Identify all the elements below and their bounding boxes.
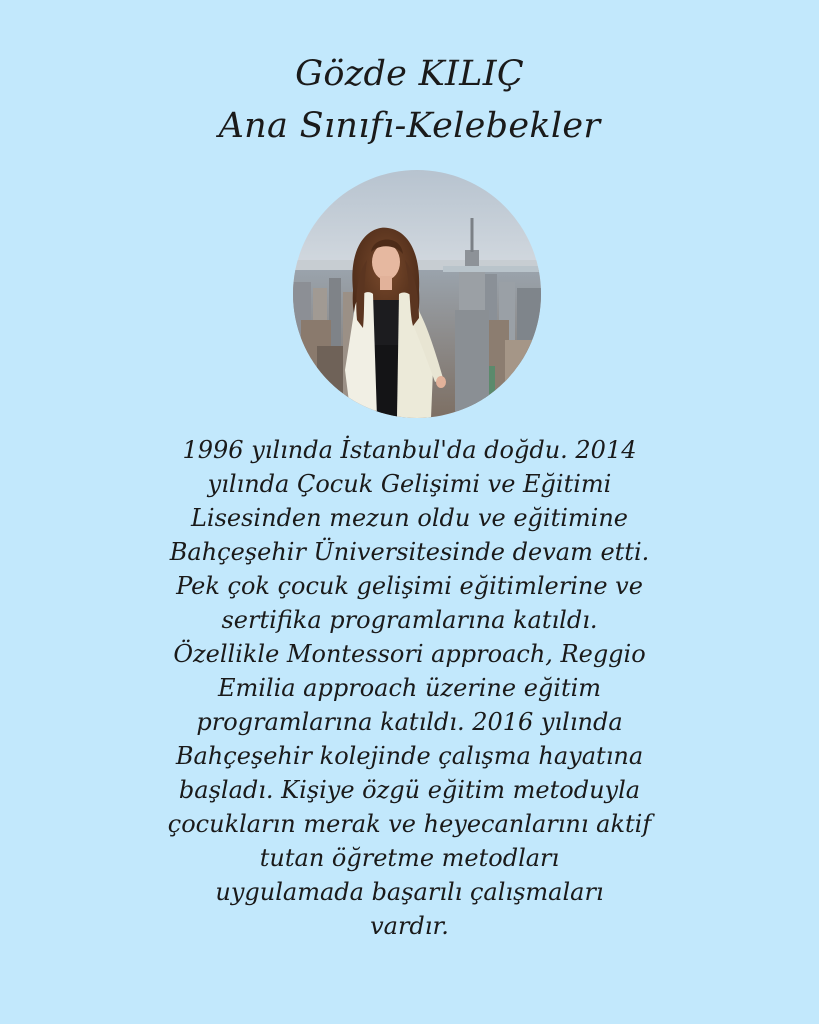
header	[0, 48, 819, 152]
bio-line: uygulamada başarılı çalışmaları	[215, 878, 604, 906]
class-name: Ana Sınıfı-Kelebekler	[218, 106, 601, 146]
profile-photo	[293, 170, 541, 418]
bio-line: programlarına katıldı. 2016 yılında	[196, 708, 623, 736]
bio-line: Özellikle Montessori approach, Reggio	[173, 640, 646, 668]
bio-line: Pek çok çocuk gelişimi eğitimlerine ve	[176, 572, 643, 600]
bio-line: Lisesinden mezun oldu ve eğitimine	[190, 504, 628, 532]
bio-line: başladı. Kişiye özgü eğitim metoduyla	[178, 776, 641, 804]
bio-line: 1996 yılında İstanbul'da doğdu. 2014	[182, 436, 637, 464]
bio-line: yılında Çocuk Gelişimi ve Eğitimi	[207, 470, 612, 498]
bio-line: vardır.	[370, 912, 449, 940]
portrait-photo-icon	[293, 170, 541, 418]
bio-line: çocukların merak ve heyecanlarını aktif	[167, 810, 652, 838]
bio-line: Bahçeşehir kolejinde çalışma hayatına	[175, 742, 644, 770]
bio-line: sertifika programlarına katıldı.	[221, 606, 598, 634]
bio-line: Bahçeşehir Üniversitesinde devam etti.	[169, 538, 650, 566]
bio-line: tutan öğretme metodları	[259, 844, 560, 872]
bio-text	[110, 433, 709, 943]
teacher-name: Gözde KILIÇ	[295, 54, 524, 94]
bio-line: Emilia approach üzerine eğitim	[217, 674, 602, 702]
